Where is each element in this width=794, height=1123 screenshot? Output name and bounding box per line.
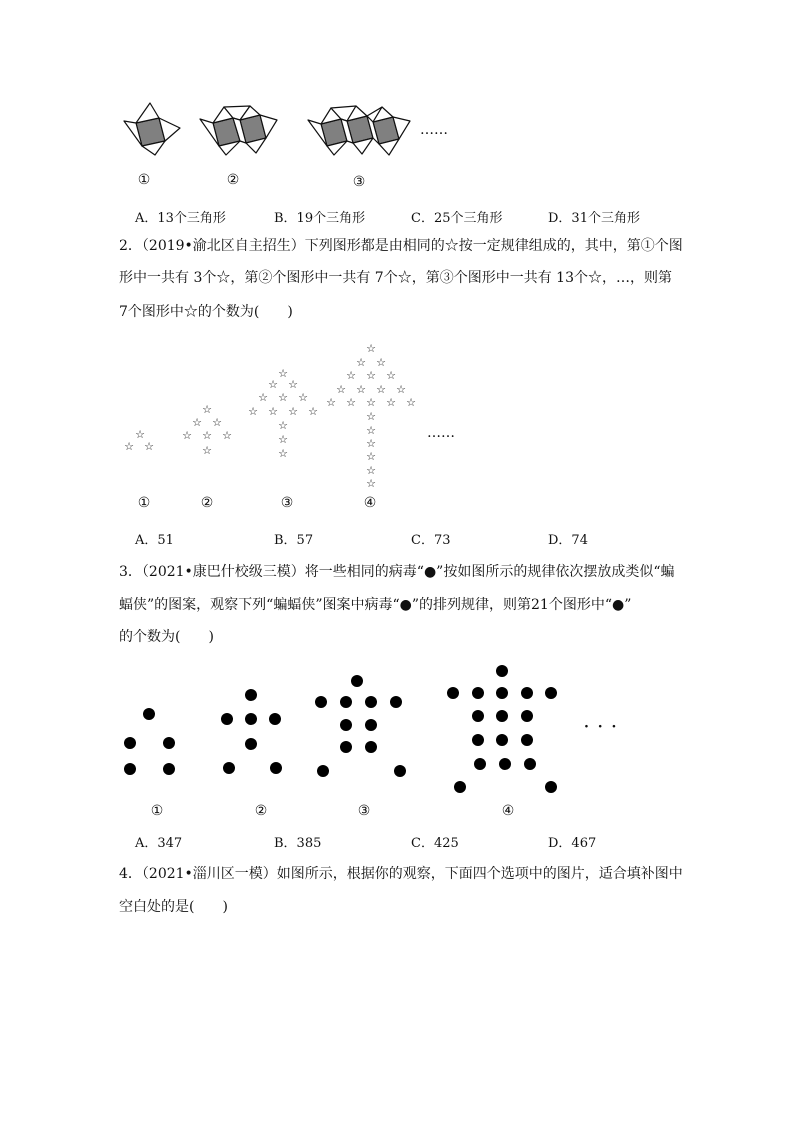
star-icon: ☆ bbox=[366, 477, 376, 490]
q3-figure-2 bbox=[221, 689, 282, 774]
star-icon: ☆ bbox=[278, 433, 288, 446]
star-icon: ☆ bbox=[406, 396, 416, 409]
star-icon: ☆ bbox=[386, 396, 396, 409]
star-icon: ☆ bbox=[366, 437, 376, 450]
q3-figure-3 bbox=[315, 675, 406, 777]
q4-stem-line-2: 空白处的是( ) bbox=[119, 899, 228, 915]
q2-option-d[interactable]: D．74 bbox=[548, 533, 588, 548]
q1-figure-3 bbox=[308, 106, 410, 155]
q1-option-c[interactable]: C．25个三角形 bbox=[411, 211, 503, 226]
star-icon: ☆ bbox=[202, 444, 212, 457]
q3-ellipsis: · · · bbox=[584, 719, 619, 735]
star-icon: ☆ bbox=[386, 369, 396, 382]
q3-option-d[interactable]: D．467 bbox=[548, 836, 597, 851]
q1-figure-label-1: ① bbox=[137, 172, 151, 188]
q2-star-figures bbox=[124, 342, 416, 490]
star-icon: ☆ bbox=[326, 396, 336, 409]
star-icon: ☆ bbox=[346, 396, 356, 409]
star-icon: ☆ bbox=[278, 419, 288, 432]
star-icon: ☆ bbox=[366, 396, 376, 409]
q1-option-b[interactable]: B．19个三角形 bbox=[274, 211, 366, 226]
q1-ellipsis: …… bbox=[420, 122, 448, 138]
star-icon: ☆ bbox=[366, 342, 376, 355]
star-icon: ☆ bbox=[192, 416, 202, 429]
q3-option-a[interactable]: A．347 bbox=[135, 836, 183, 851]
q1-option-a[interactable]: A．13个三角形 bbox=[135, 211, 226, 226]
star-icon: ☆ bbox=[144, 440, 154, 453]
q3-figure-label-2: ② bbox=[254, 803, 268, 819]
star-icon: ☆ bbox=[248, 405, 258, 418]
star-icon: ☆ bbox=[376, 383, 386, 396]
star-icon: ☆ bbox=[182, 429, 192, 442]
q2-stem-line-1: 2．（2019•渝北区自主招生）下列图形都是由相同的☆按一定规律组成的，其中，第①个图 bbox=[119, 238, 683, 254]
star-icon: ☆ bbox=[346, 369, 356, 382]
star-icon: ☆ bbox=[366, 410, 376, 423]
q3-option-c[interactable]: C．425 bbox=[411, 836, 459, 851]
star-icon: ☆ bbox=[298, 391, 308, 404]
q1-figure-1 bbox=[124, 103, 180, 155]
star-icon: ☆ bbox=[396, 383, 406, 396]
q2-option-b[interactable]: B．57 bbox=[274, 533, 314, 548]
star-icon: ☆ bbox=[288, 378, 298, 391]
q2-figure-label-4: ④ bbox=[363, 495, 377, 511]
q3-figure-4 bbox=[447, 665, 557, 793]
q3-stem-line-2: 蝠侠”的图案，观察下列“蝙蝠侠”图案中病毒“●”的排列规律，则第21个图形中“●” bbox=[119, 597, 632, 613]
star-icon: ☆ bbox=[202, 429, 212, 442]
star-icon: ☆ bbox=[278, 367, 288, 380]
star-icon: ☆ bbox=[288, 405, 298, 418]
q2-figure-label-2: ② bbox=[200, 495, 214, 511]
star-icon: ☆ bbox=[336, 383, 346, 396]
star-icon: ☆ bbox=[258, 391, 268, 404]
star-icon: ☆ bbox=[366, 450, 376, 463]
q1-figure-2 bbox=[200, 106, 277, 155]
star-icon: ☆ bbox=[366, 424, 376, 437]
q4-stem-line-1: 4．（2021•淄川区一模）如图所示，根据你的观察，下面四个选项中的图片，适合填补图中 bbox=[119, 866, 683, 882]
q3-figure-label-1: ① bbox=[150, 803, 164, 819]
q3-stem-line-3: 的个数为( ) bbox=[119, 629, 214, 645]
q2-ellipsis: …… bbox=[427, 425, 455, 441]
q2-figure-label-1: ① bbox=[137, 495, 151, 511]
q1-figure-label-2: ② bbox=[226, 172, 240, 188]
star-icon: ☆ bbox=[356, 356, 366, 369]
star-icon: ☆ bbox=[212, 416, 222, 429]
q3-dot-figures bbox=[124, 665, 557, 793]
q1-option-d[interactable]: D．31个三角形 bbox=[548, 211, 640, 226]
star-icon: ☆ bbox=[366, 464, 376, 477]
star-icon: ☆ bbox=[366, 369, 376, 382]
q2-stem-line-3: 7个图形中☆的个数为( ) bbox=[119, 304, 293, 320]
q2-option-a[interactable]: A．51 bbox=[135, 533, 174, 548]
q3-figure-label-3: ③ bbox=[357, 803, 371, 819]
q3-stem-line-1: 3．（2021•康巴什校级三模）将一些相同的病毒“●”按如图所示的规律依次摆放成类似“蝙 bbox=[119, 564, 675, 580]
star-icon: ☆ bbox=[356, 383, 366, 396]
q2-option-c[interactable]: C．73 bbox=[411, 533, 451, 548]
star-icon: ☆ bbox=[124, 440, 134, 453]
star-icon: ☆ bbox=[268, 378, 278, 391]
q3-figure-1 bbox=[124, 708, 175, 775]
star-icon: ☆ bbox=[278, 447, 288, 460]
star-icon: ☆ bbox=[308, 405, 318, 418]
q1-figure-label-3: ③ bbox=[352, 174, 366, 190]
star-icon: ☆ bbox=[376, 356, 386, 369]
star-icon: ☆ bbox=[268, 405, 278, 418]
star-icon: ☆ bbox=[222, 429, 232, 442]
star-icon: ☆ bbox=[135, 428, 145, 441]
q3-figure-label-4: ④ bbox=[501, 803, 515, 819]
star-icon: ☆ bbox=[202, 403, 212, 416]
q2-figure-label-3: ③ bbox=[280, 495, 294, 511]
q3-option-b[interactable]: B．385 bbox=[274, 836, 322, 851]
q2-stem-line-2: 形中一共有 3个☆，第②个图形中一共有 7个☆，第③个图形中一共有 13个☆，…，则第 bbox=[119, 270, 672, 286]
star-icon: ☆ bbox=[278, 391, 288, 404]
